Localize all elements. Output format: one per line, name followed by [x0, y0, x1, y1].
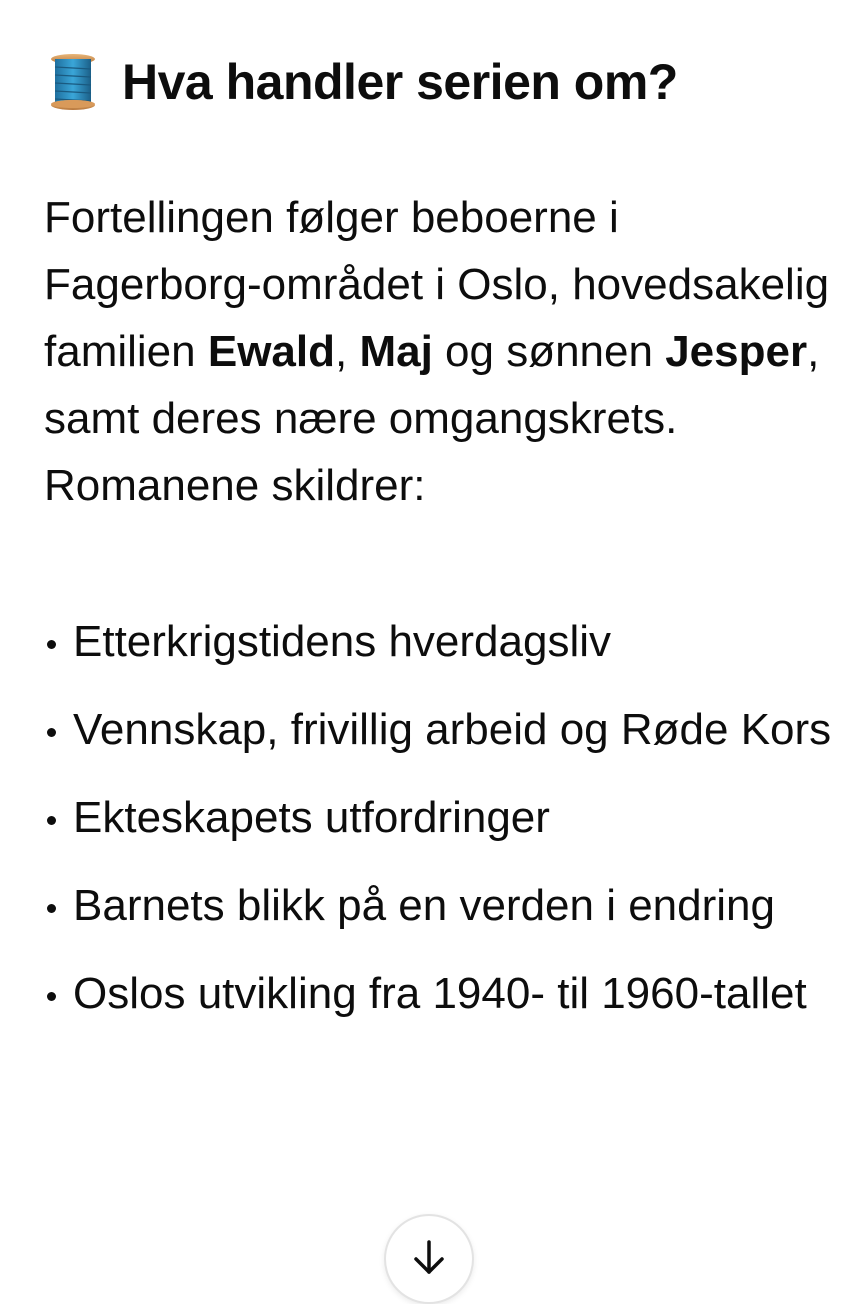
- list-item: [44, 610, 834, 674]
- list-item-text: Vennskap, frivillig arbeid og Røde Kors: [73, 705, 832, 754]
- name-jesper: Jesper: [665, 327, 808, 376]
- list-item: [44, 786, 834, 850]
- intro-text-3: og sønnen: [432, 327, 666, 376]
- heading-text: Hva handler serien om?: [122, 54, 678, 110]
- arrow-down-icon: [409, 1238, 449, 1278]
- list-item-text: Barnets blikk på en verden i endring: [73, 881, 775, 930]
- intro-paragraph: [44, 184, 834, 519]
- name-ewald: Ewald: [207, 327, 335, 376]
- intro-text-4: , samt deres nære omgangskrets. Romanene skildrer:: [44, 327, 820, 510]
- list-item: [44, 698, 834, 762]
- intro-text-1: Fortellingen følger beboerne i Fagerborg-området i Oslo, hovedsakelig familien: [44, 193, 830, 376]
- thread-spool-icon: [50, 53, 96, 111]
- section-heading: [50, 44, 678, 120]
- list-item-text: Etterkrigstidens hverdagsliv: [73, 617, 612, 666]
- list-item: [44, 874, 834, 938]
- scroll-down-button[interactable]: [384, 1214, 474, 1304]
- list-item-text: Ekteskapets utfordringer: [73, 793, 550, 842]
- topics-list: [44, 610, 834, 1050]
- bullet-dot: [47, 904, 56, 913]
- bullet-dot: [47, 640, 56, 649]
- list-item-text: Oslos utvikling fra 1940- til 1960-tallet: [73, 969, 807, 1018]
- bullet-dot: [47, 816, 56, 825]
- name-maj: Maj: [359, 327, 433, 376]
- bullet-dot: [47, 992, 56, 1001]
- intro-text-2: ,: [335, 327, 360, 376]
- list-item: [44, 962, 834, 1026]
- bullet-dot: [47, 728, 56, 737]
